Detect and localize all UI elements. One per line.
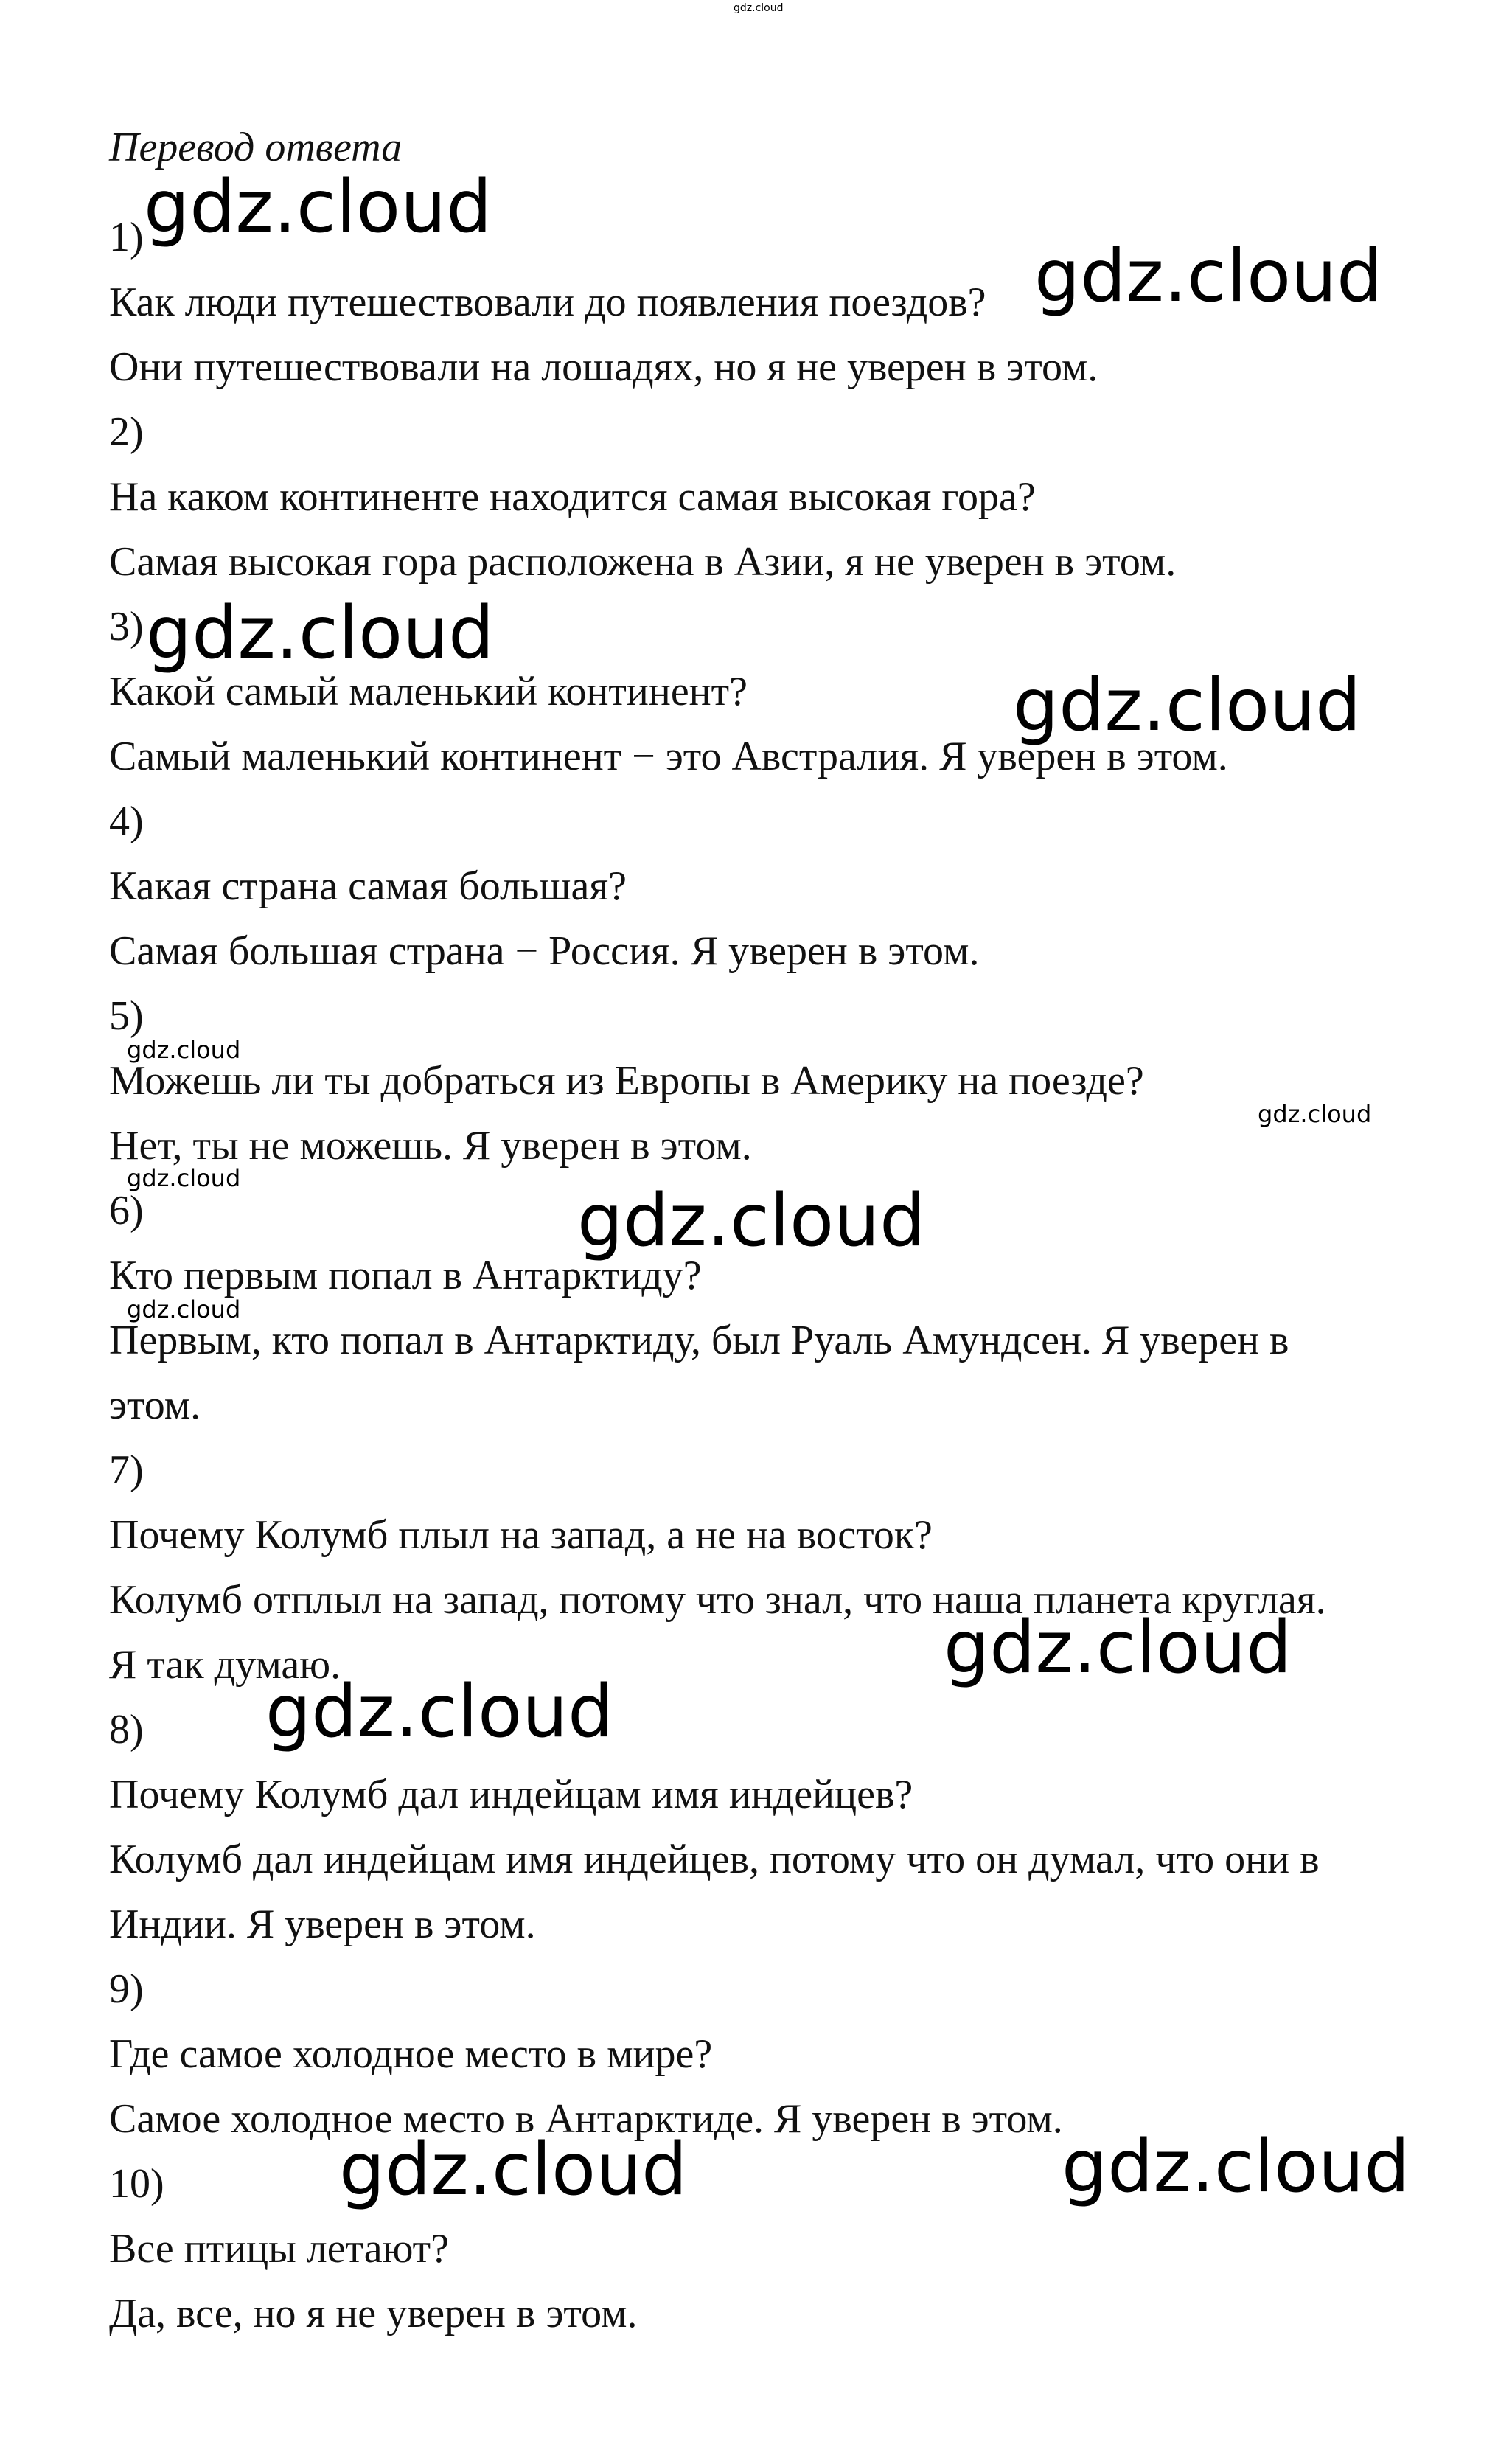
item-number: 6)	[109, 1188, 144, 1233]
watermark: gdz.cloud	[265, 1670, 614, 1754]
watermark: gdz.cloud	[127, 1295, 241, 1323]
item-number: 10)	[109, 2161, 164, 2207]
question-text: На каком континенте находится самая высокая гора?	[109, 474, 1036, 520]
item-number: 7)	[109, 1447, 144, 1493]
watermark: gdz.cloud	[144, 165, 492, 249]
watermark: gdz.cloud	[1258, 1100, 1372, 1128]
answer-text: Колумб дал индейцам имя индейцев, потому что он думал, что они в	[109, 1837, 1320, 1882]
watermark: gdz.cloud	[146, 591, 495, 675]
watermark: gdz.cloud	[1034, 234, 1383, 319]
answer-text: Самая высокая гора расположена в Азии, я не уверен в этом.	[109, 539, 1177, 585]
watermark: gdz.cloud	[127, 1036, 241, 1064]
answer-text: Да, все, но я не уверен в этом.	[109, 2291, 638, 2336]
item-number: 4)	[109, 798, 144, 844]
question-text: Кто первым попал в Антарктиду?	[109, 1253, 702, 1298]
heading: Перевод ответа	[109, 125, 403, 170]
question-text: Какая страна самая большая?	[109, 863, 627, 909]
watermark: gdz.cloud	[339, 2128, 688, 2212]
watermark: gdz.cloud	[944, 1606, 1292, 1690]
answer-text: Самое холодное место в Антарктиде. Я уверен в этом.	[109, 2096, 1063, 2142]
item-number: 9)	[109, 1966, 144, 2012]
question-text: Все птицы летают?	[109, 2226, 449, 2272]
watermark: gdz.cloud	[1013, 664, 1362, 748]
question-text: Почему Колумб дал индейцам имя индейцев?	[109, 1772, 913, 1817]
question-text: Где самое холодное место в мире?	[109, 2031, 713, 2077]
watermark: gdz.cloud	[577, 1179, 926, 1263]
answer-text: Нет, ты не можешь. Я уверен в этом.	[109, 1123, 752, 1169]
question-text: Как люди путешествовали до появления поездов?	[109, 279, 986, 325]
answer-text-continued: Я так думаю.	[109, 1642, 341, 1688]
item-number: 8)	[109, 1707, 144, 1753]
answer-text: Колумб отплыл на запад, потому что знал, что наша планета круглая.	[109, 1577, 1326, 1623]
watermark: gdz.cloud	[1062, 2125, 1410, 2209]
question-text: Какой самый маленький континент?	[109, 669, 748, 714]
answer-text: Они путешествовали на лошадях, но я не уверен в этом.	[109, 344, 1098, 390]
item-number: 1)	[109, 215, 144, 260]
item-number: 2)	[109, 409, 144, 455]
answer-text: Самая большая страна − Россия. Я уверен в этом.	[109, 928, 980, 974]
answer-text: Первым, кто попал в Антарктиду, был Руаль Амундсен. Я уверен в	[109, 1318, 1289, 1363]
question-text: Можешь ли ты добраться из Европы в Америку на поезде?	[109, 1058, 1144, 1104]
watermark: gdz.cloud	[127, 1164, 241, 1192]
item-number: 5)	[109, 993, 144, 1039]
item-number: 3)	[109, 604, 144, 650]
answer-text: Самый маленький континент − это Австралия. Я уверен в этом.	[109, 734, 1228, 779]
header-watermark: gdz.cloud	[734, 2, 784, 14]
question-text: Почему Колумб плыл на запад, а не на восток?	[109, 1512, 933, 1558]
answer-text-continued: Индии. Я уверен в этом.	[109, 1901, 536, 1947]
answer-text-continued: этом.	[109, 1382, 201, 1428]
